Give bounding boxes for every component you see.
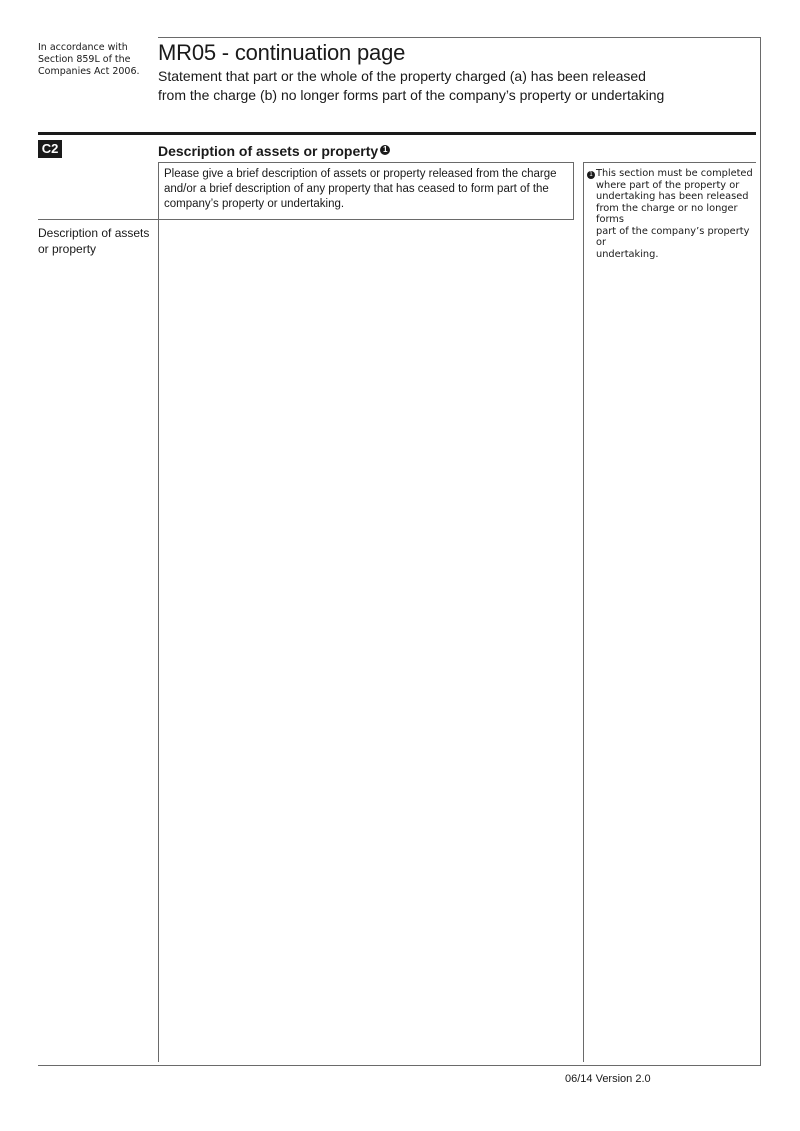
side-note-line: from the charge or no longer forms — [596, 202, 738, 225]
side-note-line: where part of the property or — [596, 179, 740, 191]
side-note-rule — [583, 162, 584, 1062]
guidance-line: Please give a brief description of assets or property released from the charge — [164, 168, 557, 180]
description-of-assets-field[interactable] — [160, 220, 582, 1062]
legal-line: In accordance with — [38, 42, 128, 53]
field-label — [38, 225, 154, 257]
section-code-badge: C2 — [38, 140, 62, 158]
form-version: 06/14 Version 2.0 — [565, 1073, 651, 1085]
side-note-line: This section must be completed — [596, 168, 753, 179]
page-top-border — [158, 37, 761, 38]
note-marker-icon: 1 — [587, 171, 595, 179]
section-title — [158, 142, 390, 160]
field-label-line: or property — [38, 242, 97, 256]
side-note — [587, 168, 755, 260]
legal-reference — [38, 42, 148, 78]
side-note-top-rule — [583, 162, 756, 163]
note-marker-icon: 1 — [380, 145, 390, 155]
page-right-border — [760, 37, 761, 1066]
side-note-line: part of the company’s property or — [596, 225, 750, 248]
field-label-line: Description of assets — [38, 226, 150, 240]
section-title-text: Description of assets or property — [158, 143, 379, 159]
side-note-line: undertaking. — [596, 248, 659, 260]
form-title: MR05 - continuation page — [158, 40, 406, 65]
guidance-line: and/or a brief description of any property that has ceased to form part of the — [164, 183, 549, 195]
side-note-line: undertaking has been released — [596, 191, 749, 202]
footer-rule — [38, 1065, 761, 1066]
legal-line: Companies Act 2006. — [38, 66, 140, 77]
section-divider — [38, 132, 756, 135]
guidance-line: company’s property or undertaking. — [164, 198, 345, 210]
legal-line: Section 859L of the — [38, 54, 131, 65]
form-right-rule — [573, 162, 574, 220]
subtitle-line: Statement that part or the whole of the property charged (a) has been released — [158, 68, 646, 84]
subtitle-line: from the charge (b) no longer forms part of the company’s property or undertaking — [158, 87, 665, 103]
guidance-text — [164, 167, 568, 212]
form-left-rule — [158, 162, 159, 1062]
guidance-top-rule — [158, 162, 574, 163]
form-subtitle — [158, 67, 758, 105]
